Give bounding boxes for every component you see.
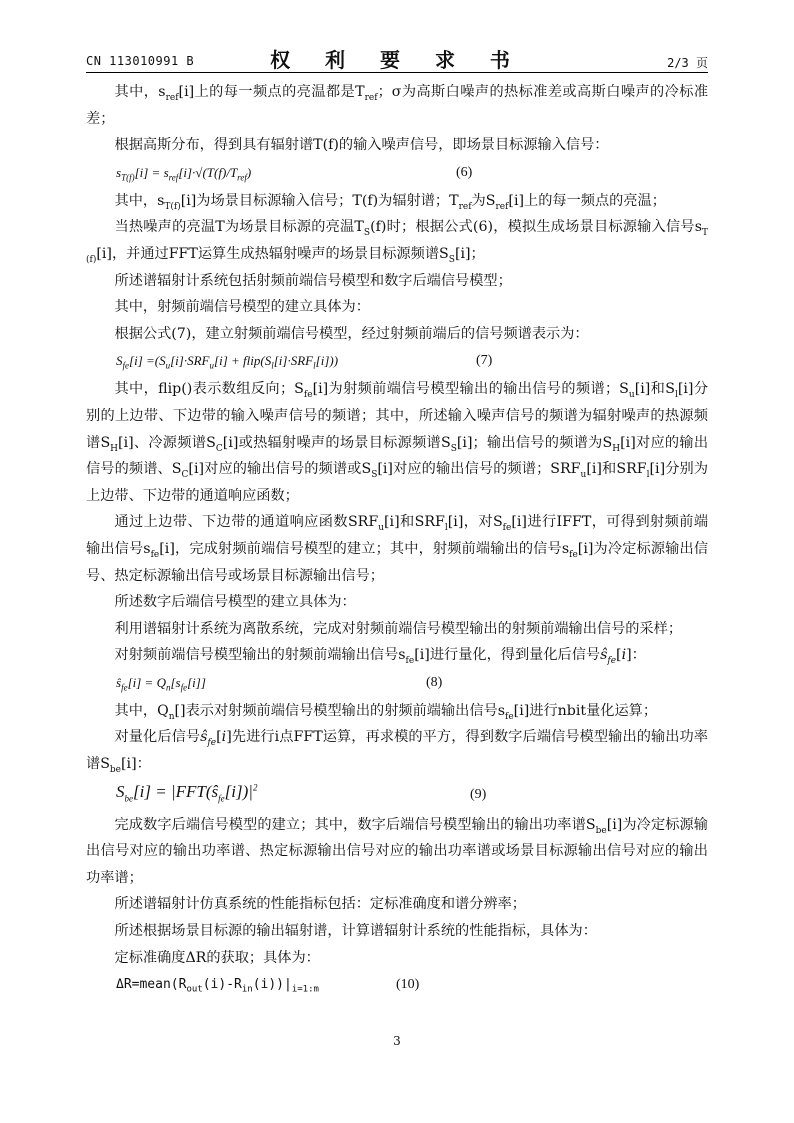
equation-number: (10) [396, 977, 420, 993]
paragraph: 其中，射频前端信号模型的建立具体为： [114, 299, 370, 316]
paragraph: 定标准确度ΔR的获取；具体为： [114, 949, 320, 966]
equation-7 [86, 347, 708, 376]
paragraph: 其中，$s_{ref}[i]$上的每一频点的亮温都是$T_{ref}$；σ为高斯白噪声的热标准差或高斯白噪声的冷标准差； [86, 84, 709, 127]
header-divider [86, 72, 708, 73]
equation-number: (6) [456, 164, 473, 180]
paragraph: 通过上边带、下边带的通道响应函数$SRF_u[i]$和$SRF_l[i]$，对$S_{fe}[i]$进行IFFT，可得到射频前端输出信号$s_{fe}[i]$，完成射频前端信号模型的建立；其中，射频前端输出的信号$s_{fe}[i]$为冷定标源输出信号、热定标源输出信号或场景目标源输出信号； [86, 514, 709, 584]
paragraph: 根据高斯分布，得到具有辐射谱T(f)的输入噪声信号，即场景目标源输入信号： [114, 137, 609, 154]
paragraph: 其中，$s_{T(f)}[i]$为场景目标源输入信号；T(f)为辐射谱；$T_{ref}$为$S_{ref}[i]$上的每一频点的亮温； [114, 192, 666, 212]
paragraph: 对射频前端信号模型输出的射频前端输出信号$s_{fe}[i]$进行量化，得到量化后信号$ŝ_{fe}[i]$： [114, 647, 646, 667]
equation-number: (9) [470, 786, 487, 802]
equation-8 [86, 669, 708, 698]
equation-formula: $S_{be}[i]$ = $|FFT(ŝ_{fe}[i])|^2$ [116, 781, 258, 804]
paragraph: 所述谱辐射计仿真系统的性能指标包括：定标准确度和谱分辨率； [114, 896, 526, 913]
paragraph: 其中，flip()表示数组反向；$S_{fe}[i]$为射频前端信号模型输出的输出信号的频谱；$S_u[i]$和$S_l[i]$分别的上边带、下边带的输入噪声信号的频谱；其中，所述输入噪声信号的频谱为辐射噪声的热源频谱$S_H[i]$、冷源频谱$S_C[i]$或热辐射噪声的场景目标源频谱$S_S[i]$；输出信号的频谱为$S_H[i]$对应的输出信号的频谱、$S_C[i]$对应的输出信号的频谱或$S_S[i]$对应的输出信号的频谱；$SRF_u[i]$和$SRF_l[i]$分别为上边带、下边带的通道响应函数； [86, 381, 709, 504]
equation-number: (7) [476, 353, 493, 369]
paragraph: 对量化后信号$ŝ_{fe}[i]$先进行i点FFT运算，再求模的平方，得到数字后端信号模型输出的输出功率谱$S_{be}[i]$： [86, 729, 708, 775]
patent-number: CN 113010991 B [86, 54, 195, 68]
equation-number: (8) [426, 674, 443, 690]
equation-10 [86, 971, 708, 1000]
equation-6 [86, 159, 708, 188]
paragraph: 当热噪声的亮温T为场景目标源的亮温$T_S(f)$时；根据公式(6)，模拟生成场景目标源输入信号$s_{T(f)}[i]$，并通过FFT运算生成热辐射噪声的场景目标源频谱$S_S[i]$； [86, 219, 708, 265]
equation-formula: $S_{fe}[i] =(S_u[i]\cdot SRF_u[i]$ + $flip(S_l[i]\cdot SRF_l[i])$) [116, 353, 339, 371]
paragraph: 利用谱辐射计系统为离散系统，完成对射频前端信号模型输出的射频前端输出信号的采样； [114, 620, 683, 637]
equation-formula: $ŝ_{fe}[i] = Q_n[s_{fe}[i]]$ [116, 674, 206, 693]
paragraph: 所述根据场景目标源的输出辐射谱，计算谱辐射计系统的性能指标，具体为： [114, 923, 597, 940]
paragraph: 所述数字后端信号模型的建立具体为： [114, 594, 356, 611]
document-title: 权 利 要 求 书 [270, 48, 524, 72]
equation-formula: $\Delta R=mean(R_{out}(i)-R_{in}(i))|_{i=1:m}$ [116, 977, 319, 995]
claims-body [86, 79, 708, 1000]
paragraph: 其中，$Q_n[]$表示对射频前端信号模型输出的射频前端输出信号$s_{fe}[i]$进行nbit量化运算； [114, 702, 658, 722]
equation-9 [86, 778, 708, 812]
paragraph: 所述谱辐射计系统包括射频前端信号模型和数字后端信号模型； [114, 272, 512, 289]
paragraph: 根据公式(7)，建立射频前端信号模型，经过射频前端后的信号频谱表示为： [114, 325, 589, 342]
page-indicator: 2/3 页 [667, 56, 708, 70]
page-header [0, 0, 794, 70]
paragraph: 完成数字后端信号模型的建立；其中，数字后端信号模型输出的输出功率谱$S_{be}[i]$为冷定标源输出信号对应的输出功率谱、热定标源输出信号对应的输出功率谱或场景目标源输出信号对应的输出功率谱； [86, 816, 708, 886]
equation-formula: $s_{T(f)}[i] = s_{ref}[i]\cdot√(T(f)/T_{ref})$ [116, 164, 252, 183]
page-number: 3 [393, 1034, 401, 1048]
